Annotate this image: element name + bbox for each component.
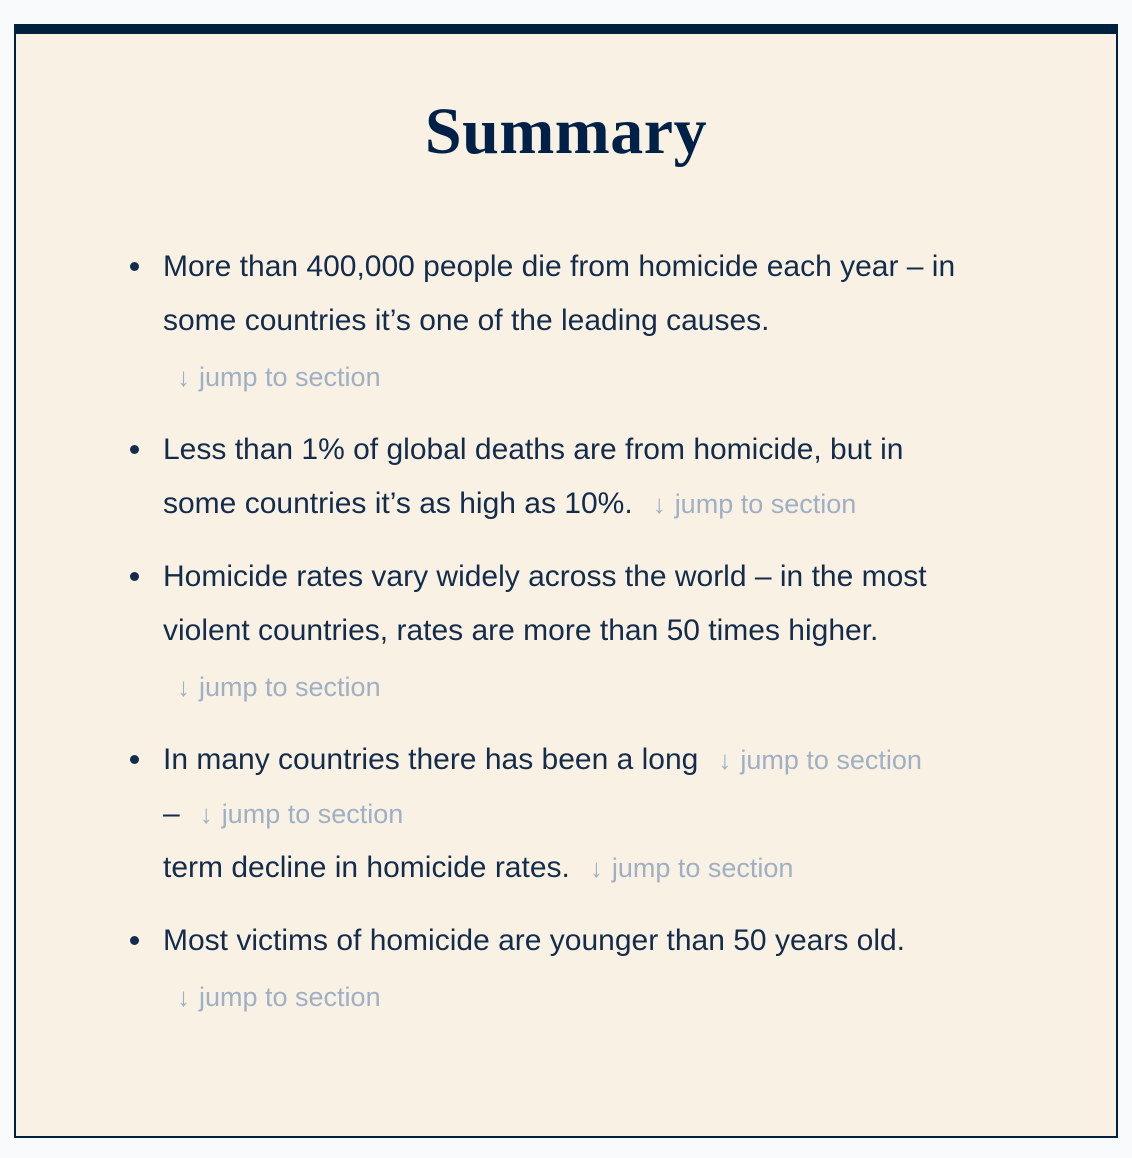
jump-link-label: jump to section xyxy=(199,361,381,392)
jump-to-section-link[interactable] xyxy=(177,982,381,1012)
jump-link-label: jump to section xyxy=(674,488,857,519)
summary-item xyxy=(163,550,963,714)
summary-item-text-line xyxy=(163,423,963,531)
summary-item-text: In many countries there has been a long xyxy=(163,742,699,776)
summary-item-text-line xyxy=(163,841,963,895)
summary-item-text-line xyxy=(163,914,963,968)
jump-link-label: jump to section xyxy=(199,981,381,1012)
summary-heading: Summary xyxy=(424,95,708,168)
down-arrow-icon: ↓ xyxy=(177,981,190,1012)
summary-item-text: – xyxy=(163,796,180,830)
down-arrow-icon: ↓ xyxy=(652,488,666,519)
jump-to-section-link[interactable] xyxy=(653,489,857,519)
down-arrow-icon: ↓ xyxy=(589,852,603,883)
summary-item xyxy=(163,733,963,895)
summary-item xyxy=(163,240,963,404)
summary-item-text: Less than 1% of global deaths are from homicide, but in some countries it’s as high as 10%. xyxy=(163,432,904,520)
summary-item xyxy=(163,423,963,531)
jump-to-section-link[interactable] xyxy=(177,362,381,392)
down-arrow-icon: ↓ xyxy=(177,361,190,392)
summary-item xyxy=(163,914,963,1024)
down-arrow-icon: ↓ xyxy=(177,671,190,702)
summary-list xyxy=(16,240,1116,1024)
summary-item-text-line xyxy=(163,550,963,658)
summary-item-text: Most victims of homicide are younger than 50 years old. xyxy=(163,923,906,957)
down-arrow-icon: ↓ xyxy=(199,798,213,829)
summary-item-text-line xyxy=(163,733,963,787)
summary-item-text-line xyxy=(163,240,963,348)
jump-to-section-link[interactable] xyxy=(590,853,794,883)
jump-link-label: jump to section xyxy=(221,798,404,829)
jump-link-row xyxy=(177,350,963,404)
jump-to-section-link[interactable] xyxy=(200,799,404,829)
jump-link-label: jump to section xyxy=(199,671,381,702)
summary-item-text: term decline in homicide rates. xyxy=(163,850,570,884)
jump-link-row xyxy=(177,660,963,714)
summary-item-text: More than 400,000 people die from homicide each year – in some countries it’s one of the leading causes. xyxy=(163,249,956,337)
summary-item-text: Homicide rates vary widely across the world – in the most violent countries, rates are more than 50 times higher. xyxy=(163,559,927,647)
jump-link-row xyxy=(177,970,963,1024)
jump-to-section-link[interactable] xyxy=(718,745,922,775)
down-arrow-icon: ↓ xyxy=(718,744,732,775)
summary-card xyxy=(14,24,1118,1138)
jump-link-label: jump to section xyxy=(611,852,794,883)
jump-to-section-link[interactable] xyxy=(177,672,381,702)
summary-item-text-line xyxy=(163,787,963,841)
jump-link-label: jump to section xyxy=(740,744,922,775)
